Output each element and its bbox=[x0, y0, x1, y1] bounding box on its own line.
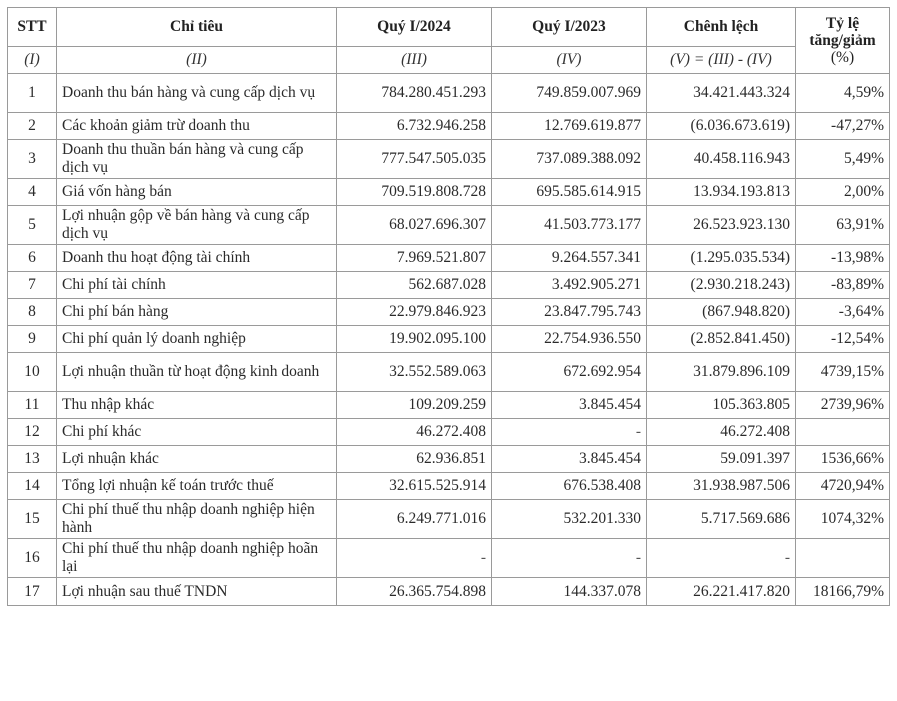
row-q1-2024: - bbox=[337, 539, 492, 578]
header-change-rate-line2: tăng/giảm bbox=[809, 32, 876, 49]
row-stt: 8 bbox=[8, 299, 57, 326]
row-stt: 10 bbox=[8, 353, 57, 392]
row-q1-2024: 46.272.408 bbox=[337, 419, 492, 446]
header-q1-2023: Quý I/2023 bbox=[492, 8, 647, 47]
row-change-rate: -13,98% bbox=[796, 245, 890, 272]
row-indicator: Lợi nhuận thuần từ hoạt động kinh doanh bbox=[57, 353, 337, 392]
header-row bbox=[8, 8, 890, 47]
subheader-c1: (I) bbox=[8, 47, 57, 74]
row-stt: 9 bbox=[8, 326, 57, 353]
header-change-rate-line1: Tỷ lệ bbox=[825, 15, 860, 32]
row-q1-2024: 68.027.696.307 bbox=[337, 206, 492, 245]
row-stt: 3 bbox=[8, 140, 57, 179]
row-q1-2023: 3.845.454 bbox=[492, 446, 647, 473]
row-q1-2023: 532.201.330 bbox=[492, 500, 647, 539]
row-q1-2023: 3.845.454 bbox=[492, 392, 647, 419]
row-indicator: Thu nhập khác bbox=[57, 392, 337, 419]
table-row bbox=[8, 245, 890, 272]
row-q1-2024: 32.615.525.914 bbox=[337, 473, 492, 500]
row-q1-2023: 737.089.388.092 bbox=[492, 140, 647, 179]
row-stt: 7 bbox=[8, 272, 57, 299]
subheader-c2: (II) bbox=[57, 47, 337, 74]
row-q1-2023: 9.264.557.341 bbox=[492, 245, 647, 272]
row-stt: 6 bbox=[8, 245, 57, 272]
row-difference: 105.363.805 bbox=[647, 392, 796, 419]
row-stt: 15 bbox=[8, 500, 57, 539]
subheader-c3: (III) bbox=[337, 47, 492, 74]
row-q1-2024: 26.365.754.898 bbox=[337, 578, 492, 606]
row-difference: 31.879.896.109 bbox=[647, 353, 796, 392]
table-row bbox=[8, 272, 890, 299]
table-row bbox=[8, 179, 890, 206]
header-change-rate-line3: (%) bbox=[830, 49, 855, 66]
row-indicator: Chi phí tài chính bbox=[57, 272, 337, 299]
row-change-rate: -47,27% bbox=[796, 113, 890, 140]
row-change-rate: 4,59% bbox=[796, 74, 890, 113]
row-q1-2024: 109.209.259 bbox=[337, 392, 492, 419]
row-q1-2024: 709.519.808.728 bbox=[337, 179, 492, 206]
table-row bbox=[8, 446, 890, 473]
row-q1-2024: 22.979.846.923 bbox=[337, 299, 492, 326]
financial-comparison-table bbox=[7, 7, 890, 606]
row-indicator: Doanh thu thuần bán hàng và cung cấp dịch vụ bbox=[57, 140, 337, 179]
row-indicator: Chi phí khác bbox=[57, 419, 337, 446]
row-q1-2024: 19.902.095.100 bbox=[337, 326, 492, 353]
row-difference: (1.295.035.534) bbox=[647, 245, 796, 272]
row-q1-2024: 562.687.028 bbox=[337, 272, 492, 299]
row-indicator: Lợi nhuận sau thuế TNDN bbox=[57, 578, 337, 606]
row-difference: - bbox=[647, 539, 796, 578]
row-difference: 40.458.116.943 bbox=[647, 140, 796, 179]
header-difference: Chênh lệch bbox=[647, 8, 796, 47]
table-row bbox=[8, 353, 890, 392]
row-indicator: Lợi nhuận khác bbox=[57, 446, 337, 473]
row-stt: 1 bbox=[8, 74, 57, 113]
table-row bbox=[8, 539, 890, 578]
table-row bbox=[8, 392, 890, 419]
row-change-rate: 2739,96% bbox=[796, 392, 890, 419]
row-stt: 13 bbox=[8, 446, 57, 473]
row-q1-2023: 3.492.905.271 bbox=[492, 272, 647, 299]
row-indicator: Các khoản giảm trừ doanh thu bbox=[57, 113, 337, 140]
row-indicator: Tổng lợi nhuận kế toán trước thuế bbox=[57, 473, 337, 500]
row-q1-2024: 6.732.946.258 bbox=[337, 113, 492, 140]
subheader-c4: (IV) bbox=[492, 47, 647, 74]
row-q1-2023: 22.754.936.550 bbox=[492, 326, 647, 353]
row-q1-2023: 12.769.619.877 bbox=[492, 113, 647, 140]
row-q1-2024: 784.280.451.293 bbox=[337, 74, 492, 113]
row-difference: 46.272.408 bbox=[647, 419, 796, 446]
row-change-rate bbox=[796, 539, 890, 578]
row-q1-2023: 676.538.408 bbox=[492, 473, 647, 500]
table-row bbox=[8, 206, 890, 245]
row-difference: 5.717.569.686 bbox=[647, 500, 796, 539]
row-difference: (2.852.841.450) bbox=[647, 326, 796, 353]
row-difference: (867.948.820) bbox=[647, 299, 796, 326]
row-q1-2023: 672.692.954 bbox=[492, 353, 647, 392]
row-q1-2024: 7.969.521.807 bbox=[337, 245, 492, 272]
table-row bbox=[8, 299, 890, 326]
row-stt: 11 bbox=[8, 392, 57, 419]
row-change-rate: 2,00% bbox=[796, 179, 890, 206]
row-change-rate bbox=[796, 419, 890, 446]
row-difference: 34.421.443.324 bbox=[647, 74, 796, 113]
row-q1-2024: 777.547.505.035 bbox=[337, 140, 492, 179]
row-q1-2024: 32.552.589.063 bbox=[337, 353, 492, 392]
row-change-rate: -12,54% bbox=[796, 326, 890, 353]
row-q1-2023: 695.585.614.915 bbox=[492, 179, 647, 206]
row-change-rate: 1536,66% bbox=[796, 446, 890, 473]
row-difference: 26.221.417.820 bbox=[647, 578, 796, 606]
row-q1-2024: 62.936.851 bbox=[337, 446, 492, 473]
row-difference: 13.934.193.813 bbox=[647, 179, 796, 206]
row-stt: 12 bbox=[8, 419, 57, 446]
row-indicator: Chi phí thuế thu nhập doanh nghiệp hiện hành bbox=[57, 500, 337, 539]
row-stt: 5 bbox=[8, 206, 57, 245]
row-stt: 16 bbox=[8, 539, 57, 578]
row-stt: 17 bbox=[8, 578, 57, 606]
row-difference: (2.930.218.243) bbox=[647, 272, 796, 299]
header-indicator: Chỉ tiêu bbox=[57, 8, 337, 47]
row-change-rate: 18166,79% bbox=[796, 578, 890, 606]
row-q1-2023: 41.503.773.177 bbox=[492, 206, 647, 245]
row-indicator: Chi phí thuế thu nhập doanh nghiệp hoãn lại bbox=[57, 539, 337, 578]
table-row bbox=[8, 500, 890, 539]
header-q1-2024: Quý I/2024 bbox=[337, 8, 492, 47]
table-row bbox=[8, 578, 890, 606]
table-row bbox=[8, 419, 890, 446]
row-q1-2023: 749.859.007.969 bbox=[492, 74, 647, 113]
table-row bbox=[8, 140, 890, 179]
row-stt: 2 bbox=[8, 113, 57, 140]
row-change-rate: 5,49% bbox=[796, 140, 890, 179]
row-difference: 26.523.923.130 bbox=[647, 206, 796, 245]
row-stt: 14 bbox=[8, 473, 57, 500]
header-stt: STT bbox=[8, 8, 57, 47]
header-change-rate bbox=[796, 8, 890, 74]
row-indicator: Doanh thu hoạt động tài chính bbox=[57, 245, 337, 272]
table-row bbox=[8, 74, 890, 113]
row-indicator: Chi phí bán hàng bbox=[57, 299, 337, 326]
row-change-rate: 4720,94% bbox=[796, 473, 890, 500]
row-stt: 4 bbox=[8, 179, 57, 206]
row-difference: (6.036.673.619) bbox=[647, 113, 796, 140]
subheader-row bbox=[8, 47, 890, 74]
table-row bbox=[8, 326, 890, 353]
row-indicator: Chi phí quản lý doanh nghiệp bbox=[57, 326, 337, 353]
row-indicator: Lợi nhuận gộp về bán hàng và cung cấp dịch vụ bbox=[57, 206, 337, 245]
row-indicator: Giá vốn hàng bán bbox=[57, 179, 337, 206]
row-change-rate: 4739,15% bbox=[796, 353, 890, 392]
row-difference: 59.091.397 bbox=[647, 446, 796, 473]
row-change-rate: -83,89% bbox=[796, 272, 890, 299]
row-q1-2023: - bbox=[492, 539, 647, 578]
table-row bbox=[8, 473, 890, 500]
row-q1-2023: 144.337.078 bbox=[492, 578, 647, 606]
row-change-rate: -3,64% bbox=[796, 299, 890, 326]
row-difference: 31.938.987.506 bbox=[647, 473, 796, 500]
row-change-rate: 1074,32% bbox=[796, 500, 890, 539]
row-q1-2024: 6.249.771.016 bbox=[337, 500, 492, 539]
table-row bbox=[8, 113, 890, 140]
row-indicator: Doanh thu bán hàng và cung cấp dịch vụ bbox=[57, 74, 337, 113]
row-change-rate: 63,91% bbox=[796, 206, 890, 245]
subheader-c5: (V) = (III) - (IV) bbox=[647, 47, 796, 74]
row-q1-2023: - bbox=[492, 419, 647, 446]
row-q1-2023: 23.847.795.743 bbox=[492, 299, 647, 326]
